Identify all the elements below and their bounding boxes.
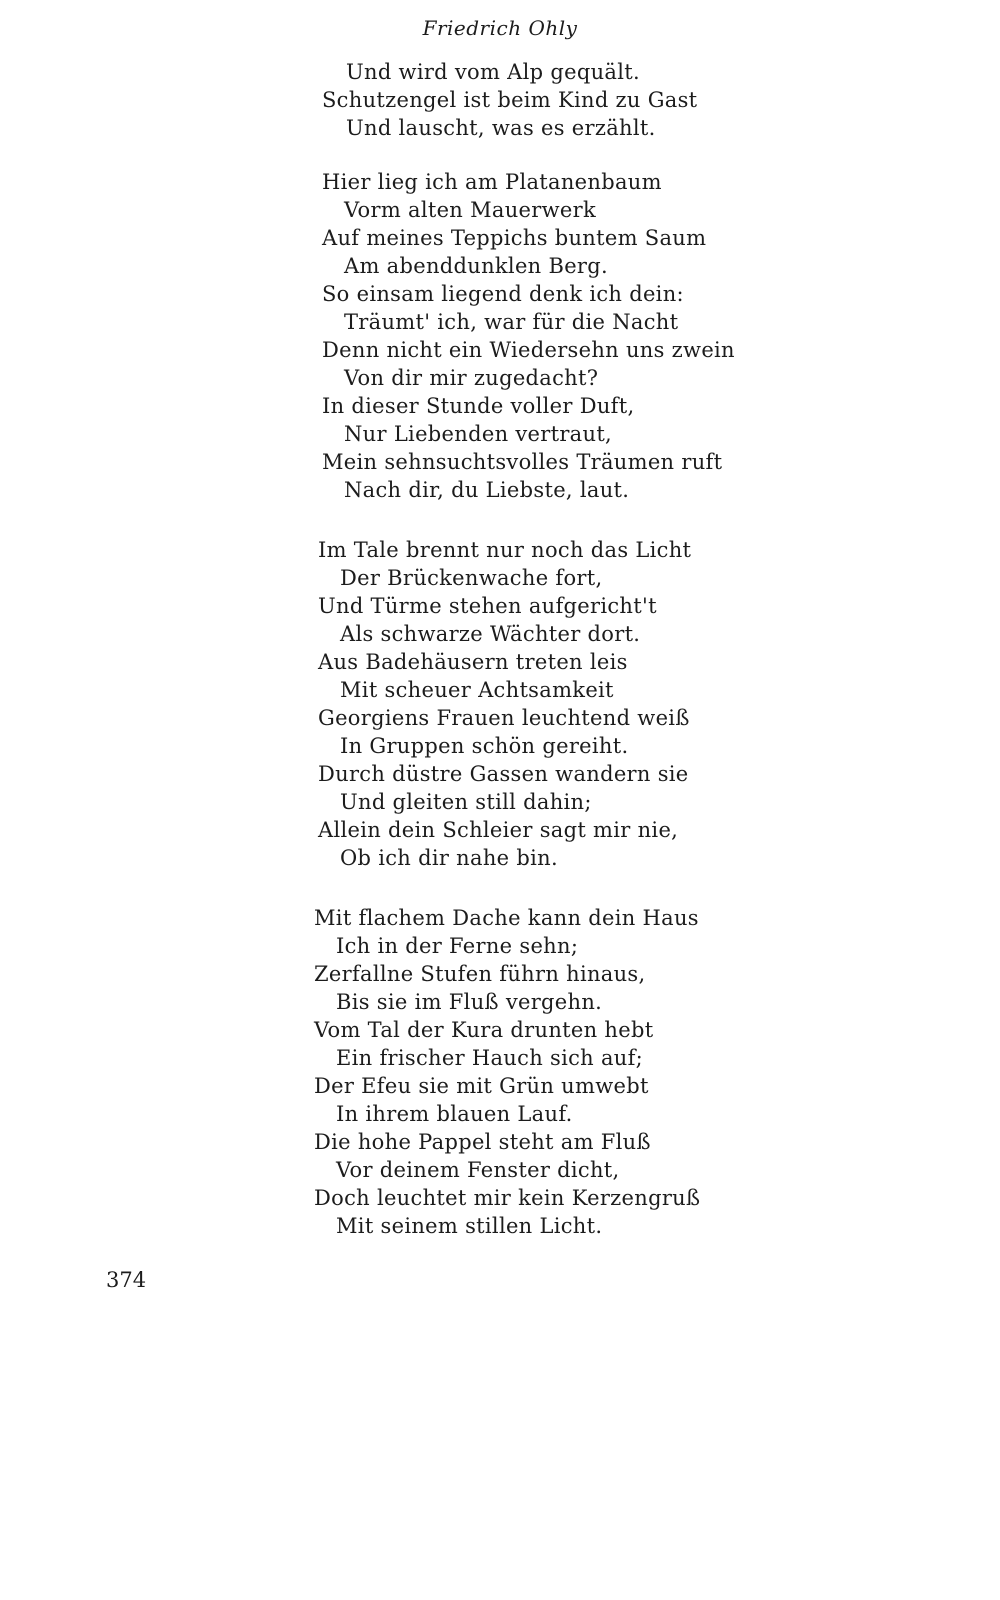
poem-line: Auf meines Teppichs buntem Saum (322, 226, 707, 250)
poem-line: Vorm alten Mauerwerk (344, 198, 596, 222)
poem-line: Nur Liebenden vertraut, (344, 422, 613, 446)
poem-line: Ein frischer Hauch sich auf; (336, 1046, 644, 1070)
poem-line: Von dir mir zugedacht? (344, 366, 599, 390)
poem-line: In dieser Stunde voller Duft, (322, 394, 635, 418)
poem-line: Und wird vom Alp gequält. (346, 60, 640, 84)
poem-line: Mit flachem Dache kann dein Haus (314, 906, 699, 930)
poem-line: Ich in der Ferne sehn; (336, 934, 579, 958)
poem-line: Schutzengel ist beim Kind zu Gast (322, 88, 698, 112)
poem-line: Der Brückenwache fort, (340, 566, 603, 590)
poem-line: Vom Tal der Kura drunten hebt (314, 1018, 654, 1042)
poem-line: Und Türme stehen aufgericht't (318, 594, 657, 618)
poem-line: Mein sehnsuchtsvolles Träumen ruft (322, 450, 723, 474)
poem-line: Bis sie im Fluß vergehn. (336, 990, 603, 1014)
poem-line: Zerfallne Stufen führn hinaus, (314, 962, 646, 986)
poem-line: Mit seinem stillen Licht. (336, 1214, 603, 1238)
page-number: 374 (106, 1268, 147, 1292)
poem-line: Als schwarze Wächter dort. (340, 622, 641, 646)
poem-line: Vor deinem Fenster dicht, (336, 1158, 620, 1182)
poem-line: Der Efeu sie mit Grün umwebt (314, 1074, 649, 1098)
poem-line: Ob ich dir nahe bin. (340, 846, 558, 870)
poem-line: Und gleiten still dahin; (340, 790, 592, 814)
poem-line: Doch leuchtet mir kein Kerzengruß (314, 1186, 701, 1210)
poem-line: Allein dein Schleier sagt mir nie, (318, 818, 679, 842)
running-head: Friedrich Ohly (422, 16, 578, 40)
poem-line: Durch düstre Gassen wandern sie (318, 762, 689, 786)
poem-line: Die hohe Pappel steht am Fluß (314, 1130, 651, 1154)
poem-line: Denn nicht ein Wiedersehn uns zwein (322, 338, 735, 362)
poem-line: Georgiens Frauen leuchtend weiß (318, 706, 690, 730)
poem-line: Nach dir, du Liebste, laut. (344, 478, 630, 502)
poem-line: In ihrem blauen Lauf. (336, 1102, 573, 1126)
poem-line: In Gruppen schön gereiht. (340, 734, 629, 758)
poem-line: Am abenddunklen Berg. (344, 254, 608, 278)
poem-line: Träumt' ich, war für die Nacht (344, 310, 679, 334)
poem-line: Und lauscht, was es erzählt. (346, 116, 656, 140)
poem-line: So einsam liegend denk ich dein: (322, 282, 684, 306)
poem-line: Mit scheuer Achtsamkeit (340, 678, 614, 702)
poem-line: Im Tale brennt nur noch das Licht (318, 538, 692, 562)
poem-line: Hier lieg ich am Platanenbaum (322, 170, 662, 194)
poem-line: Aus Badehäusern treten leis (318, 650, 628, 674)
